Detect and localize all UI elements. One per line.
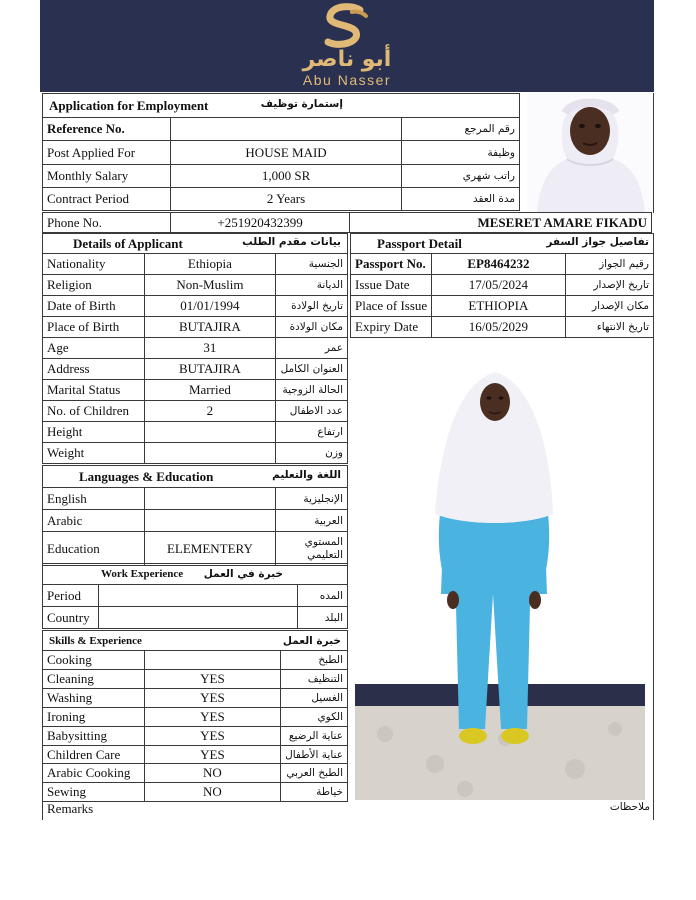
table-row <box>351 275 654 296</box>
table-row <box>43 607 348 629</box>
passport-no-label: Passport No. <box>351 254 432 275</box>
photo-right-border <box>653 93 654 213</box>
work-title-ar: خبرة في العمل <box>203 568 283 580</box>
passport-no-label-ar: رقيم الجواز <box>565 254 653 275</box>
cooking-label-ar: الطبخ <box>281 651 348 670</box>
table-row <box>43 670 348 689</box>
remarks-label-ar: ملاحظات <box>609 801 650 813</box>
remarks-left-border <box>42 800 43 820</box>
cleaning-label: Cleaning <box>43 670 145 689</box>
main-photo-right-border <box>653 338 654 800</box>
phone-label: Phone No. <box>43 213 171 233</box>
reference-label-ar: رقم المرجع <box>402 118 520 141</box>
issue-date-label: Issue Date <box>351 275 432 296</box>
table-row <box>43 380 348 401</box>
weight-label: Weight <box>43 443 145 464</box>
application-title-ar: إستمارة توظيف <box>260 97 343 110</box>
religion-label: Religion <box>43 275 145 296</box>
pob-label-ar: مكان الولادة <box>275 317 347 338</box>
marital-label: Marital Status <box>43 380 145 401</box>
education-label-ar: المستوي التعليمي <box>276 532 348 566</box>
table-row <box>43 689 348 708</box>
applicant-portrait-photo <box>527 93 654 212</box>
brand-name-english: Abu Nasser <box>302 72 392 88</box>
phone-row-table <box>42 212 652 233</box>
weight-label-ar: وزن <box>275 443 347 464</box>
age-label: Age <box>43 338 145 359</box>
contract-label-ar: مدة العقد <box>402 188 520 211</box>
ironing-value: YES <box>144 708 280 727</box>
passport-no-value: EP8464232 <box>432 254 565 275</box>
children-label: No. of Children <box>43 401 145 422</box>
age-value: 31 <box>144 338 275 359</box>
passport-title-ar: تفاصيل جواز السفر <box>546 235 649 248</box>
country-label-ar: البلد <box>298 607 348 629</box>
expiry-date-label-ar: تاريخ الانتهاء <box>565 317 653 338</box>
post-label: Post Applied For <box>43 141 171 165</box>
brand-name-arabic: أبو ناصر <box>302 47 392 72</box>
ironing-label-ar: الكوي <box>281 708 348 727</box>
table-row <box>43 783 348 802</box>
table-row <box>43 488 348 510</box>
details-title-en: Details of Applicant <box>73 235 183 251</box>
babysitting-value: YES <box>144 727 280 746</box>
remarks-label: Remarks <box>47 801 94 816</box>
table-row <box>43 585 348 607</box>
table-row <box>43 401 348 422</box>
details-title-row <box>43 234 348 254</box>
table-row <box>43 746 348 764</box>
sewing-value: NO <box>144 783 280 802</box>
religion-value: Non-Muslim <box>144 275 275 296</box>
nationality-label-ar: الجنسية <box>275 254 347 275</box>
address-label: Address <box>43 359 145 380</box>
expiry-date-label: Expiry Date <box>351 317 432 338</box>
table-row <box>43 727 348 746</box>
languages-title-ar: اللغة والتعليم <box>272 468 341 481</box>
work-title-row <box>43 564 348 585</box>
table-row <box>351 317 654 338</box>
arabic-cooking-label: Arabic Cooking <box>43 764 145 783</box>
salary-label-ar: راتب شهري <box>402 165 520 188</box>
period-label-ar: المده <box>298 585 348 607</box>
nationality-label: Nationality <box>43 254 145 275</box>
sewing-label-ar: خياطة <box>281 783 348 802</box>
table-row <box>43 141 520 165</box>
post-label-ar: وظيفة <box>402 141 520 165</box>
arabic-cooking-value: NO <box>144 764 280 783</box>
address-value: BUTAJIRA <box>144 359 275 380</box>
skills-title-en: Skills & Experience <box>49 634 142 647</box>
table-row <box>351 296 654 317</box>
english-label: English <box>43 488 145 510</box>
table-row <box>43 213 652 233</box>
place-issue-value: ETHIOPIA <box>432 296 565 317</box>
arabic-cooking-label-ar: الطبخ العربي <box>281 764 348 783</box>
place-issue-label-ar: مكان الإصدار <box>565 296 653 317</box>
ironing-label: Ironing <box>43 708 145 727</box>
table-row <box>43 651 348 670</box>
table-row <box>43 532 348 566</box>
table-row <box>351 254 654 275</box>
religion-label-ar: الديانة <box>275 275 347 296</box>
salary-label: Monthly Salary <box>43 165 171 188</box>
address-label-ar: العنوان الكامل <box>275 359 347 380</box>
children-care-label-ar: عناية الأطفال <box>281 746 348 764</box>
height-value <box>144 422 275 443</box>
table-row <box>43 359 348 380</box>
country-value <box>98 607 297 629</box>
nationality-value: Ethiopia <box>144 254 275 275</box>
passport-table <box>350 233 654 338</box>
washing-label-ar: الغسيل <box>281 689 348 708</box>
passport-title-en: Passport Detail <box>377 235 462 251</box>
expiry-date-value: 16/05/2029 <box>432 317 565 338</box>
salary-value: 1,000 SR <box>170 165 401 188</box>
children-care-label: Children Care <box>43 746 145 764</box>
table-row <box>43 317 348 338</box>
table-row <box>43 443 348 464</box>
work-experience-table <box>42 563 348 629</box>
cleaning-value: YES <box>144 670 280 689</box>
arabic-label-ar: العربية <box>276 510 348 532</box>
skills-title-row <box>43 631 348 651</box>
children-care-value: YES <box>144 746 280 764</box>
issue-date-value: 17/05/2024 <box>432 275 565 296</box>
table-row <box>43 118 520 141</box>
skills-table <box>42 630 348 802</box>
languages-title-row <box>43 466 348 488</box>
dob-label-ar: تاريخ الولادة <box>275 296 347 317</box>
arabic-label: Arabic <box>43 510 145 532</box>
pob-label: Place of Birth <box>43 317 145 338</box>
dob-label: Date of Birth <box>43 296 145 317</box>
country-label: Country <box>43 607 99 629</box>
table-row <box>43 165 520 188</box>
table-row <box>43 275 348 296</box>
children-value: 2 <box>144 401 275 422</box>
period-value <box>98 585 297 607</box>
cooking-label: Cooking <box>43 651 145 670</box>
height-label: Height <box>43 422 145 443</box>
english-value <box>144 488 276 510</box>
table-row <box>43 510 348 532</box>
applicant-name: MESERET AMARE FIKADU <box>350 213 652 233</box>
babysitting-label-ar: عناية الرضيع <box>281 727 348 746</box>
english-label-ar: الإنجليزية <box>276 488 348 510</box>
table-row <box>43 422 348 443</box>
post-value: HOUSE MAID <box>170 141 401 165</box>
table-row <box>43 254 348 275</box>
application-title-en: Application for Employment <box>49 97 209 113</box>
place-issue-label: Place of Issue <box>351 296 432 317</box>
babysitting-label: Babysitting <box>43 727 145 746</box>
table-row <box>43 764 348 783</box>
table-row <box>43 338 348 359</box>
marital-value: Married <box>144 380 275 401</box>
cooking-value <box>144 651 280 670</box>
passport-title-row <box>351 234 654 254</box>
arabic-value <box>144 510 276 532</box>
washing-label: Washing <box>43 689 145 708</box>
marital-label-ar: الحالة الزوجية <box>275 380 347 401</box>
reference-label: Reference No. <box>43 118 171 141</box>
sewing-label: Sewing <box>43 783 145 802</box>
contract-label: Contract Period <box>43 188 171 211</box>
children-label-ar: عدد الاطفال <box>275 401 347 422</box>
age-label-ar: عمر <box>275 338 347 359</box>
height-label-ar: ارتفاع <box>275 422 347 443</box>
details-title-ar: بيانات مقدم الطلب <box>242 235 341 248</box>
cleaning-label-ar: التنظيف <box>281 670 348 689</box>
brand-header <box>40 0 654 92</box>
details-table <box>42 233 348 464</box>
languages-title-en: Languages & Education <box>79 468 214 484</box>
contract-value: 2 Years <box>170 188 401 211</box>
education-label: Education <box>43 532 145 566</box>
application-table <box>42 93 520 211</box>
issue-date-label-ar: تاريخ الإصدار <box>565 275 653 296</box>
application-title-row <box>43 94 520 118</box>
table-row <box>43 188 520 211</box>
dob-value: 01/01/1994 <box>144 296 275 317</box>
work-title-en: Work Experience <box>101 568 184 580</box>
weight-value <box>144 443 275 464</box>
washing-value: YES <box>144 689 280 708</box>
period-label: Period <box>43 585 99 607</box>
pob-value: BUTAJIRA <box>144 317 275 338</box>
table-row <box>43 296 348 317</box>
phone-value: +251920432399 <box>170 213 350 233</box>
education-value: ELEMENTERY <box>144 532 276 566</box>
table-row <box>43 708 348 727</box>
skills-title-ar: خبرة العمل <box>282 634 341 647</box>
remarks-right-border <box>653 800 654 820</box>
reference-value <box>170 118 401 141</box>
applicant-full-body-photo <box>355 344 645 800</box>
languages-table <box>42 465 348 566</box>
